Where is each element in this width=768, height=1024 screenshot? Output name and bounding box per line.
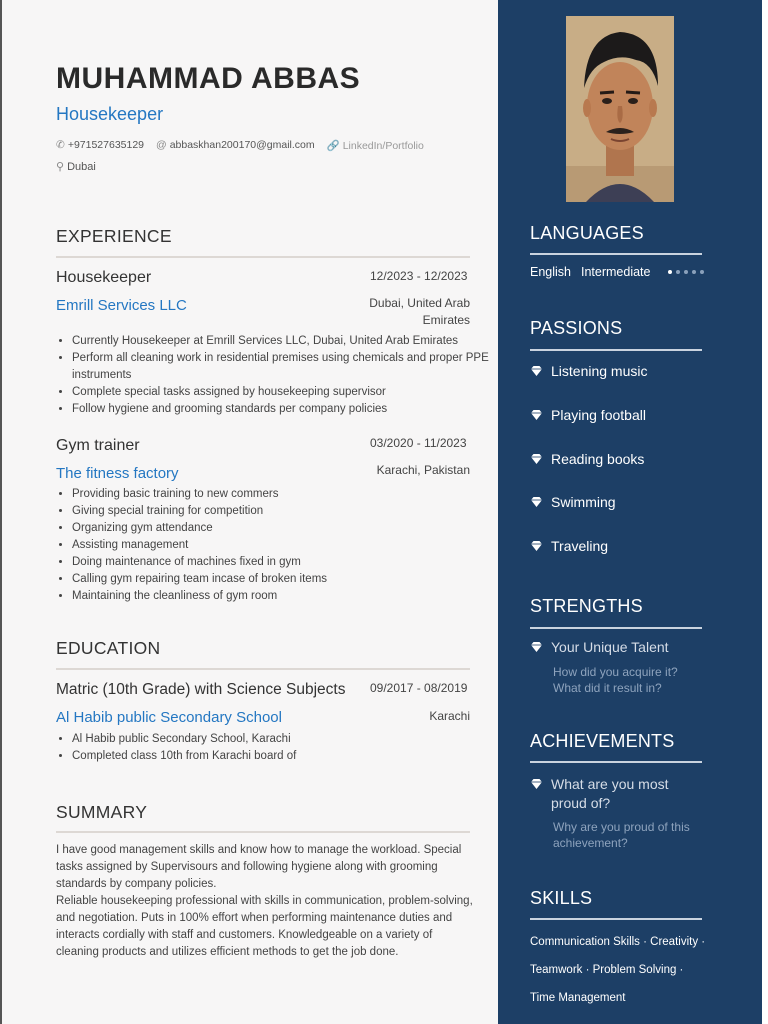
diamond-icon xyxy=(530,778,543,790)
job-position: Housekeeper xyxy=(56,269,152,286)
job-dates: 12/2023 - 12/2023 xyxy=(370,269,468,283)
job-location-line: Emirates xyxy=(422,313,470,327)
summary-paragraph: I have good management skills and know how to manage the workload. Special tasks assigned by Supervisours and following hygiene along with grooming standards by company policies. xyxy=(56,844,462,890)
job-location-line: Dubai, United Arab xyxy=(369,296,470,310)
profile-photo xyxy=(566,16,674,202)
passions-divider xyxy=(530,349,702,351)
rating-dot xyxy=(676,270,680,274)
location-text: Dubai xyxy=(67,161,96,173)
passion-item xyxy=(530,494,616,510)
summary-text xyxy=(56,842,474,961)
list-item: • Completed class 10th from Karachi board of xyxy=(72,748,492,765)
contact-row xyxy=(56,139,424,152)
passion-item xyxy=(530,451,644,467)
diamond-icon xyxy=(530,496,543,508)
achievements-heading: ACHIEVEMENTS xyxy=(530,731,675,751)
link-icon: 🔗 xyxy=(326,140,340,152)
phone-contact[interactable] xyxy=(56,139,144,152)
list-item: • Follow hygiene and grooming standards per company policies xyxy=(72,401,492,418)
list-item: • Al Habib public Secondary School, Karachi xyxy=(72,731,492,748)
skills-line: Teamwork · Problem Solving · xyxy=(530,964,684,976)
strengths-divider xyxy=(530,627,702,629)
diamond-icon xyxy=(530,365,543,377)
job-position: Gym trainer xyxy=(56,437,140,454)
list-item: • Calling gym repairing team incase of broken items xyxy=(72,571,492,588)
summary-paragraph: Reliable housekeeping professional with skills in communication, problem-solving, and negotiation. Puts in 100% effort when performing maintenance duties and interacts cordially with staff and customers. Knowledgeable on a variety of cleaning products and utilizes efficient methods to get the job done. xyxy=(56,895,473,958)
job-location xyxy=(350,295,470,329)
candidate-role: Housekeeper xyxy=(56,104,164,124)
email-contact[interactable] xyxy=(156,139,315,152)
diamond-icon xyxy=(530,453,543,465)
email-text: abbaskhan200170@gmail.com xyxy=(169,139,315,151)
linkedin-text: LinkedIn/Portfolio xyxy=(342,140,424,152)
job-company: The fitness factory xyxy=(56,465,179,482)
list-item: • Complete special tasks assigned by housekeeping supervisor xyxy=(72,384,492,401)
list-item: • Perform all cleaning work in residential premises using chemicals and proper PPE instruments xyxy=(72,350,492,384)
skills-divider xyxy=(530,918,702,920)
language-rating xyxy=(668,270,704,274)
education-school: Al Habib public Secondary School xyxy=(56,709,282,726)
education-divider xyxy=(56,668,470,670)
education-dates: 09/2017 - 08/2019 xyxy=(370,681,468,695)
job-bullets xyxy=(56,486,492,605)
passion-label: Traveling xyxy=(551,538,609,554)
education-heading: EDUCATION xyxy=(56,638,161,658)
experience-heading: EXPERIENCE xyxy=(56,226,172,246)
languages-heading: LANGUAGES xyxy=(530,223,644,243)
list-item: • Doing maintenance of machines fixed in gym xyxy=(72,554,492,571)
education-bullets xyxy=(56,731,492,765)
linkedin-contact[interactable] xyxy=(327,139,424,152)
achievement-title: What are you most proud of? xyxy=(551,776,669,811)
job-bullets xyxy=(56,333,492,418)
achievements-divider xyxy=(530,761,702,763)
strengths-heading: STRENGTHS xyxy=(530,596,643,616)
page-edge xyxy=(762,0,768,1024)
summary-heading: SUMMARY xyxy=(56,802,148,822)
summary-divider xyxy=(56,831,470,833)
candidate-name: MUHAMMAD ABBAS xyxy=(56,62,361,95)
languages-divider xyxy=(530,253,702,255)
job-dates: 03/2020 - 11/2023 xyxy=(370,436,467,450)
education-location: Karachi xyxy=(429,709,470,723)
skills-line: Time Management xyxy=(530,992,626,1004)
portrait-image xyxy=(566,16,674,202)
achievement-description: Why are you proud of this achievement? xyxy=(553,820,690,850)
passion-label: Playing football xyxy=(551,407,646,423)
location-contact xyxy=(56,160,96,173)
skills-list xyxy=(530,928,710,1012)
experience-divider xyxy=(56,256,470,258)
passions-heading: PASSIONS xyxy=(530,318,623,338)
skills-heading: SKILLS xyxy=(530,888,593,908)
list-item: • Providing basic training to new commers xyxy=(72,486,492,503)
achievement-item xyxy=(530,775,690,813)
job-location: Karachi, Pakistan xyxy=(376,463,470,477)
education-degree: Matric (10th Grade) with Science Subjects xyxy=(56,681,346,698)
language-level: Intermediate xyxy=(581,265,651,279)
strength-item xyxy=(530,638,669,657)
at-icon: @ xyxy=(156,139,167,151)
language-entry xyxy=(530,265,704,279)
diamond-icon xyxy=(530,540,543,552)
list-item: • Currently Housekeeper at Emrill Services LLC, Dubai, United Arab Emirates xyxy=(72,333,492,350)
rating-dot xyxy=(668,270,672,274)
list-item: • Giving special training for competition xyxy=(72,503,492,520)
passion-item xyxy=(530,407,646,423)
skills-line: Communication Skills · Creativity · xyxy=(530,936,706,948)
location-pin-icon: ⚲ xyxy=(56,161,65,173)
list-item: • Organizing gym attendance xyxy=(72,520,492,537)
language-name: English xyxy=(530,265,571,279)
passion-label: Listening music xyxy=(551,363,648,379)
passion-item xyxy=(530,363,648,379)
list-item: • Assisting management xyxy=(72,537,492,554)
passion-label: Swimming xyxy=(551,494,616,510)
job-company: Emrill Services LLC xyxy=(56,297,187,314)
passion-label: Reading books xyxy=(551,451,645,467)
strength-description: How did you acquire it? What did it result in? xyxy=(553,665,678,695)
diamond-icon xyxy=(530,641,543,653)
list-item: • Maintaining the cleanliness of gym room xyxy=(72,588,492,605)
passion-item xyxy=(530,538,608,554)
diamond-icon xyxy=(530,409,543,421)
rating-dot xyxy=(684,270,688,274)
strength-title: Your Unique Talent xyxy=(551,639,669,655)
phone-icon: ✆ xyxy=(56,139,65,151)
rating-dot xyxy=(692,270,696,274)
rating-dot xyxy=(700,270,704,274)
phone-text: +971527635129 xyxy=(67,139,145,151)
